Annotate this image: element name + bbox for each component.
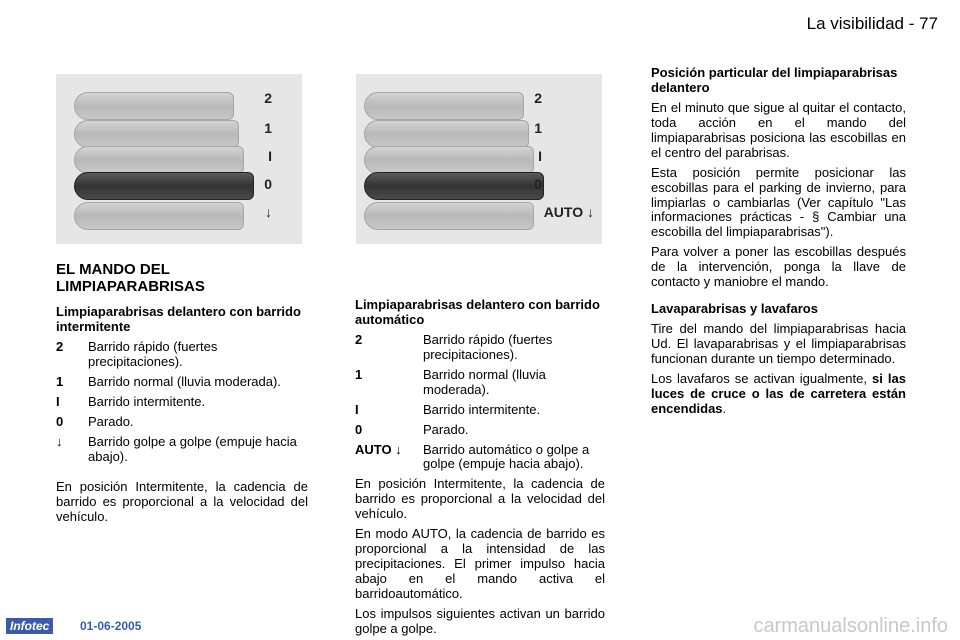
subheading: Posición particular del limpiaparabrisas delantero xyxy=(651,65,898,95)
position-label: 0 xyxy=(534,176,542,192)
position-label: I xyxy=(538,148,542,164)
position-label: 1 xyxy=(264,120,272,136)
list-item: 2 Barrido rápido (fuertes precipitaciones). xyxy=(355,331,553,362)
position-label: I xyxy=(268,148,272,164)
paragraph: Tire del mando del limpiaparabrisas hacia Ud. El lavaparabrisas y el limpiaparabrisas funcionan durante un tiempo determinado. xyxy=(651,321,906,366)
position-label: 2 xyxy=(534,90,542,106)
list-item: 1 Barrido normal (lluvia moderada). xyxy=(56,373,281,389)
position-label: 1 xyxy=(534,120,542,136)
watermark: carmanualsonline.info xyxy=(753,615,948,637)
left-column xyxy=(56,262,308,525)
paragraph: En posición Intermitente, la cadencia de barrido es proporcional a la velocidad del vehículo. xyxy=(355,476,605,522)
position-label: ↓ xyxy=(265,204,272,220)
list-item: 1 Barrido normal (lluvia moderada). xyxy=(355,366,546,397)
right-column xyxy=(651,66,906,417)
list-item: 0 Parado. xyxy=(355,421,469,437)
position-label: 0 xyxy=(264,176,272,192)
wiper-stalk-figure-auto xyxy=(356,74,602,244)
subheading: Limpiaparabrisas delantero con barrido intermitente xyxy=(56,304,301,334)
wiper-stalk-figure-intermittent xyxy=(56,74,302,244)
paragraph: En posición Intermitente, la cadencia de barrido es proporcional a la velocidad del vehículo. xyxy=(56,479,308,525)
paragraph: Los lavafaros se activan igualmente, si las luces de cruce o las de carretera están encendidas. xyxy=(651,370,906,416)
footer-date: 01-06-2005 xyxy=(80,619,142,633)
paragraph: En el minuto que sigue al quitar el contacto, toda acción en el mando del limpiaparabrisas posiciona las escobillas en el centro del parabrisas. xyxy=(651,99,906,160)
section-heading-line1: EL MANDO DEL xyxy=(56,261,170,278)
list-item: I Barrido intermitente. xyxy=(56,393,206,409)
position-label: AUTO ↓ xyxy=(543,204,594,220)
list-item: ↓ Barrido golpe a golpe (empuje hacia abajo). xyxy=(56,433,297,464)
section-heading-line2: LIMPIAPARABRISAS xyxy=(56,277,205,295)
list-item: 2 Barrido rápido (fuertes precipitaciones). xyxy=(56,338,218,369)
list-item: 0 Parado. xyxy=(56,413,134,429)
paragraph: En modo AUTO, la cadencia de barrido es proporcional a la intensidad de las precipitaciones. El primer impulso hacia abajo en el mando activa el barridoautomático. xyxy=(355,526,605,601)
list-item: I Barrido intermitente. xyxy=(355,401,541,417)
paragraph: Los impulsos siguientes activan un barrido golpe a golpe. xyxy=(355,605,605,636)
middle-column xyxy=(355,298,605,637)
subheading: Limpiaparabrisas delantero con barrido automático xyxy=(355,297,600,327)
paragraph: Para volver a poner las escobillas después de la intervención, ponga la llave de contacto y maniobre el mando. xyxy=(651,244,906,290)
list-item: AUTO ↓ Barrido automático o golpe a golpe (empuje hacia abajo). xyxy=(355,441,590,472)
position-label: 2 xyxy=(264,90,272,106)
paragraph: Esta posición permite posicionar las escobillas para el parking de invierno, para limpiarlas o cambiarlas (Ver capítulo "Las informaciones prácticas - § Cambiar una escobilla del limpiaparabrisas"). xyxy=(651,164,906,240)
infotec-logo: Infotec xyxy=(6,618,53,634)
page-title: La visibilidad - 77 xyxy=(806,14,938,33)
subheading: Lavaparabrisas y lavafaros xyxy=(651,301,818,317)
